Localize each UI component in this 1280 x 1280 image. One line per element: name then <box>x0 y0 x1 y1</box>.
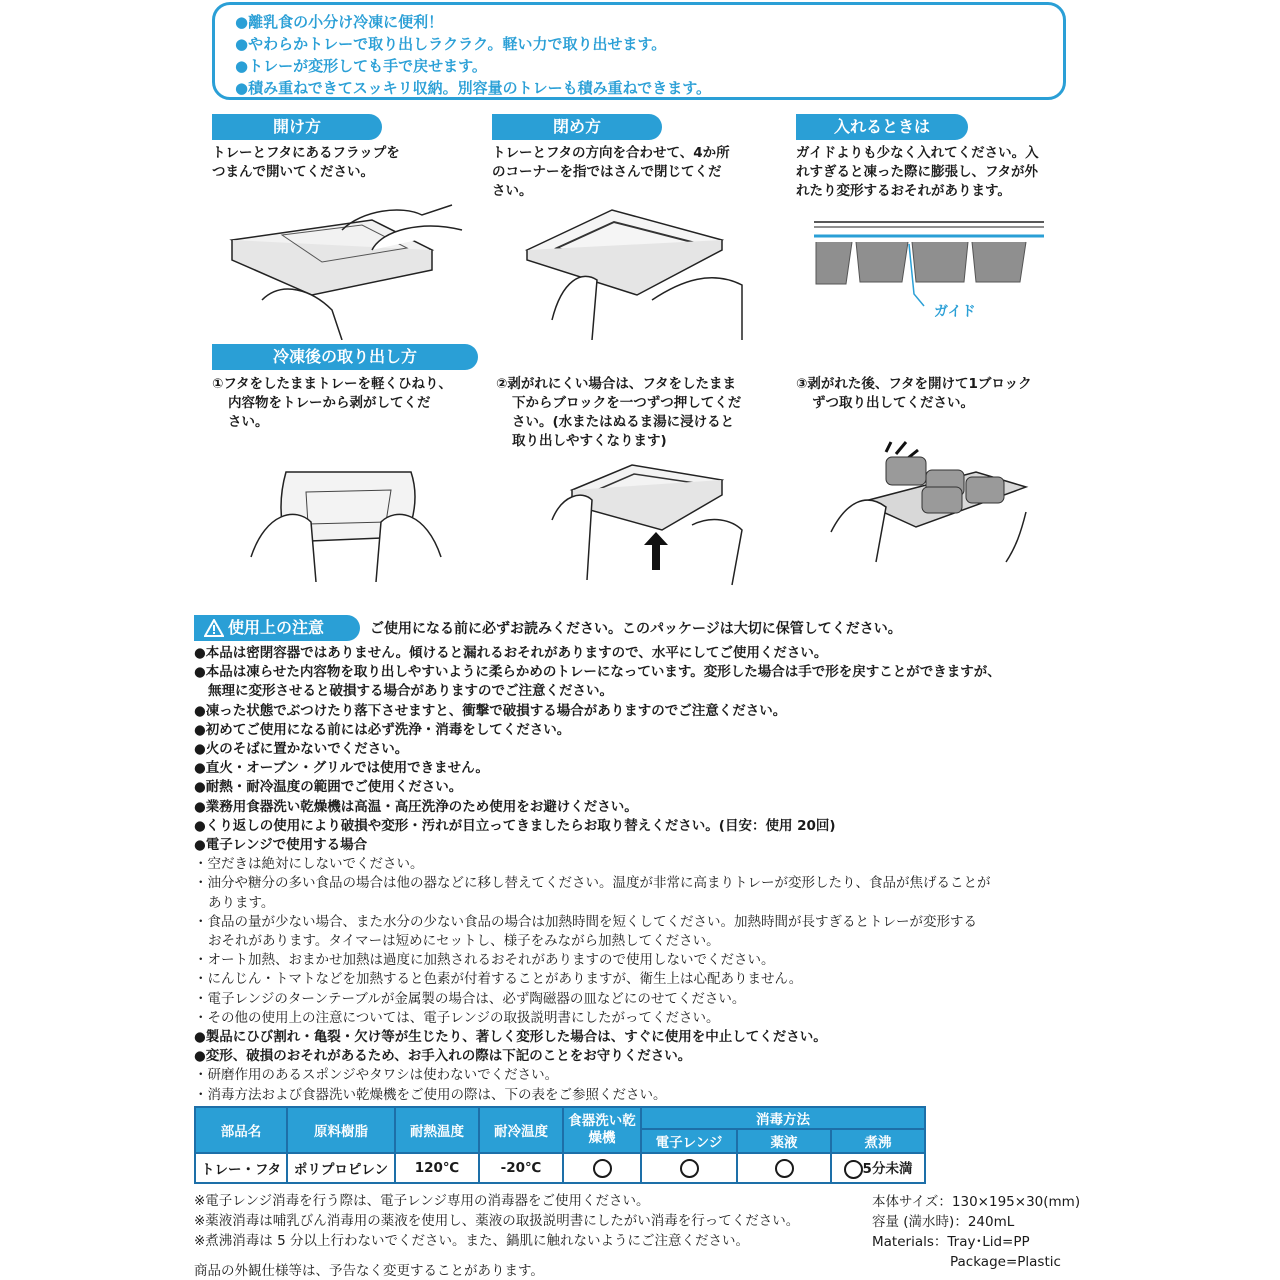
footnote: ※電子レンジ消毒を行う際は、電子レンジ専用の消毒器をご使用ください。 <box>194 1193 650 1209</box>
cell-part: トレー・フタ <box>195 1153 287 1183</box>
removal-step3: ③剥がれた後、フタを開けて1ブロック ずつ取り出してください。 <box>796 376 1032 411</box>
header-disinfect: 消毒方法 <box>641 1107 925 1129</box>
cell-dishwasher <box>563 1153 641 1183</box>
caution-item: ・オート加熱、おまかせ加熱は過度に加熱されるおそれがありますので使用しないでください。 <box>194 952 775 969</box>
caution-item: ●電子レンジで使用する場合 <box>194 837 368 854</box>
spec-capacity: 容量 (満水時)：240mL <box>872 1214 1015 1230</box>
cell-chemical <box>737 1153 831 1183</box>
cell-material: ポリプロピレン <box>287 1153 395 1183</box>
cell-boil: 5分未満 <box>831 1153 925 1183</box>
caution-item: ●初めてご使用になる前には必ず洗浄・消毒をしてください。 <box>194 721 571 738</box>
close-description: トレーとフタの方向を合わせて、4か所 のコーナーを指ではさんで閉じてくだ さい。 <box>492 145 730 199</box>
caution-item: ●変形、破損のおそれがあるため、お手入れの際は下記のことをお守りください。 <box>194 1048 692 1065</box>
caution-item: ・電子レンジのターンテーブルが金属製の場合は、必ず陶磁器の皿などにのせてください。 <box>194 990 746 1007</box>
header-heat: 耐熱温度 <box>395 1107 479 1153</box>
caution-item: ・にんじん・トマトなどを加熱すると色素が付着することがありますが、衛生上は心配ありません。 <box>194 971 803 988</box>
fill-title: 入れるときは <box>796 114 968 140</box>
disclaimer: 商品の外観仕様等は、予告なく変更することがあります。 <box>194 1263 544 1279</box>
fill-description: ガイドよりも少なく入れてください。入 れすぎると凍った際に膨張し、フタが外 れたり変形するおそれがあります。 <box>796 145 1039 199</box>
caution-item: ●火のそばに置かないでください。 <box>194 741 409 758</box>
caution-item: ・食品の量が少ない場合、また水分の少ない食品の場合は加熱時間を短くしてください。加熱時間が長すぎるとトレーが変形する <box>194 913 977 930</box>
caution-intro: ご使用になる前に必ずお読みください。このパッケージは大切に保管してください。 <box>370 621 902 637</box>
close-title: 閉め方 <box>492 114 662 140</box>
opening-illustration <box>222 190 472 340</box>
caution-item: あります。 <box>208 894 275 911</box>
header-material: 原料樹脂 <box>287 1107 395 1153</box>
open-description: トレーとフタにあるフラップを つまんで開いてください。 <box>212 145 400 180</box>
feature-line: ●積み重ねできてスッキリ収納。別容量のトレーも積み重ねできます。 <box>235 79 711 97</box>
caution-item: ●本品は密閉容器ではありません。傾けると漏れるおそれがありますので、水平にしてご使用ください。 <box>194 645 828 661</box>
caution-title: 使用上の注意 <box>194 615 360 641</box>
closing-illustration <box>512 200 752 340</box>
caution-item: ・空だきは絶対にしないでください。 <box>194 856 424 873</box>
footnote: ※薬液消毒は哺乳びん消毒用の薬液を使用し、薬液の取扱説明書にしたがい消毒を行ってください。 <box>194 1213 800 1229</box>
ok-circle-icon <box>593 1159 612 1178</box>
warning-icon <box>204 619 224 637</box>
ok-circle-icon <box>775 1159 794 1178</box>
header-microwave: 電子レンジ <box>641 1129 737 1153</box>
blocks-illustration <box>826 432 1036 572</box>
caution-item: ●製品にひび割れ・亀裂・欠け等が生じたり、著しく変形した場合は、すぐに使用を中止してください。 <box>194 1029 827 1046</box>
caution-item: ・油分や糖分の多い食品の場合は他の器などに移し替えてください。温度が非常に高まりトレーが変形したり、食品が焦げることが <box>194 875 991 892</box>
cell-cold: -20℃ <box>479 1153 563 1183</box>
caution-item: ・その他の使用上の注意については、電子レンジの取扱説明書にしたがってください。 <box>194 1009 720 1026</box>
product-specs <box>872 1192 1080 1272</box>
fill-guide-illustration <box>814 214 1054 324</box>
removal-title: 冷凍後の取り出し方 <box>212 344 478 370</box>
caution-item: ●凍った状態でぶつけたり落下させますと、衝撃で破損する場合がありますのでご注意ください。 <box>194 702 787 719</box>
removal-step1: ①フタをしたままトレーを軽くひねり、 内容物をトレーから剥がしてくだ さい。 <box>212 376 452 430</box>
removal-step2: ②剥がれにくい場合は、フタをしたまま 下からブロックを一つずつ押してくだ さい。(水またはぬるま湯に浸けると 取り出しやすくなります) <box>496 376 742 449</box>
caution-item: ・研磨作用のあるスポンジやタワシは使わないでください。 <box>194 1067 559 1084</box>
spec-size: 本体サイズ：130×195×30(mm) <box>872 1194 1081 1210</box>
push-illustration <box>542 460 762 590</box>
ok-circle-icon <box>844 1160 863 1179</box>
open-title: 開け方 <box>212 114 382 140</box>
caution-item: ・消毒方法および食器洗い乾燥機をご使用の際は、下の表をご参照ください。 <box>194 1086 667 1103</box>
feature-line: ●トレーが変形しても手で戻せます。 <box>235 57 487 75</box>
header-boil: 煮沸 <box>831 1129 925 1153</box>
spec-materials: Materials：Tray･Lid=PP <box>872 1234 1030 1250</box>
guide-label: ガイド <box>934 304 976 320</box>
header-dishwasher: 食器洗い乾燥機 <box>563 1107 641 1153</box>
caution-item: ●業務用食器洗い乾燥機は高温・高圧洗浄のため使用をお避けください。 <box>194 798 638 815</box>
caution-list <box>194 644 1094 1105</box>
feature-box <box>212 2 1066 100</box>
spec-package: Package=Plastic <box>950 1254 1061 1270</box>
caution-item: 無理に変形させると破損する場合がありますのでご注意ください。 <box>208 683 613 700</box>
twist-illustration <box>246 462 446 587</box>
header-part: 部品名 <box>195 1107 287 1153</box>
caution-item: おそれがあります。タイマーは短めにセットし、様子をみながら加熱してください。 <box>208 933 720 950</box>
feature-line: ●離乳食の小分け冷凍に便利！ <box>235 13 444 31</box>
caution-item: ●くり返しの使用により破損や変形・汚れが目立ってきましたらお取り替えください。(目安：使用 20回) <box>194 817 836 834</box>
cell-heat: 120℃ <box>395 1153 479 1183</box>
caution-item: ●耐熱・耐冷温度の範囲でご使用ください。 <box>194 779 463 796</box>
ok-circle-icon <box>680 1159 699 1178</box>
feature-line: ●やわらかトレーで取り出しラクラク。軽い力で取り出せます。 <box>235 35 667 53</box>
caution-item: ●直火・オーブン・グリルでは使用できません。 <box>194 760 489 777</box>
spec-table <box>194 1106 926 1184</box>
header-cold: 耐冷温度 <box>479 1107 563 1153</box>
cell-microwave <box>641 1153 737 1183</box>
footnote: ※煮沸消毒は 5 分以上行わないでください。また、鍋肌に触れないようにご注意ください。 <box>194 1233 749 1249</box>
header-chemical: 薬液 <box>737 1129 831 1153</box>
caution-item: ●本品は凍らせた内容物を取り出しやすいように柔らかめのトレーになっています。変形した場合は手で形を戻すことができますが、 <box>194 664 1001 681</box>
